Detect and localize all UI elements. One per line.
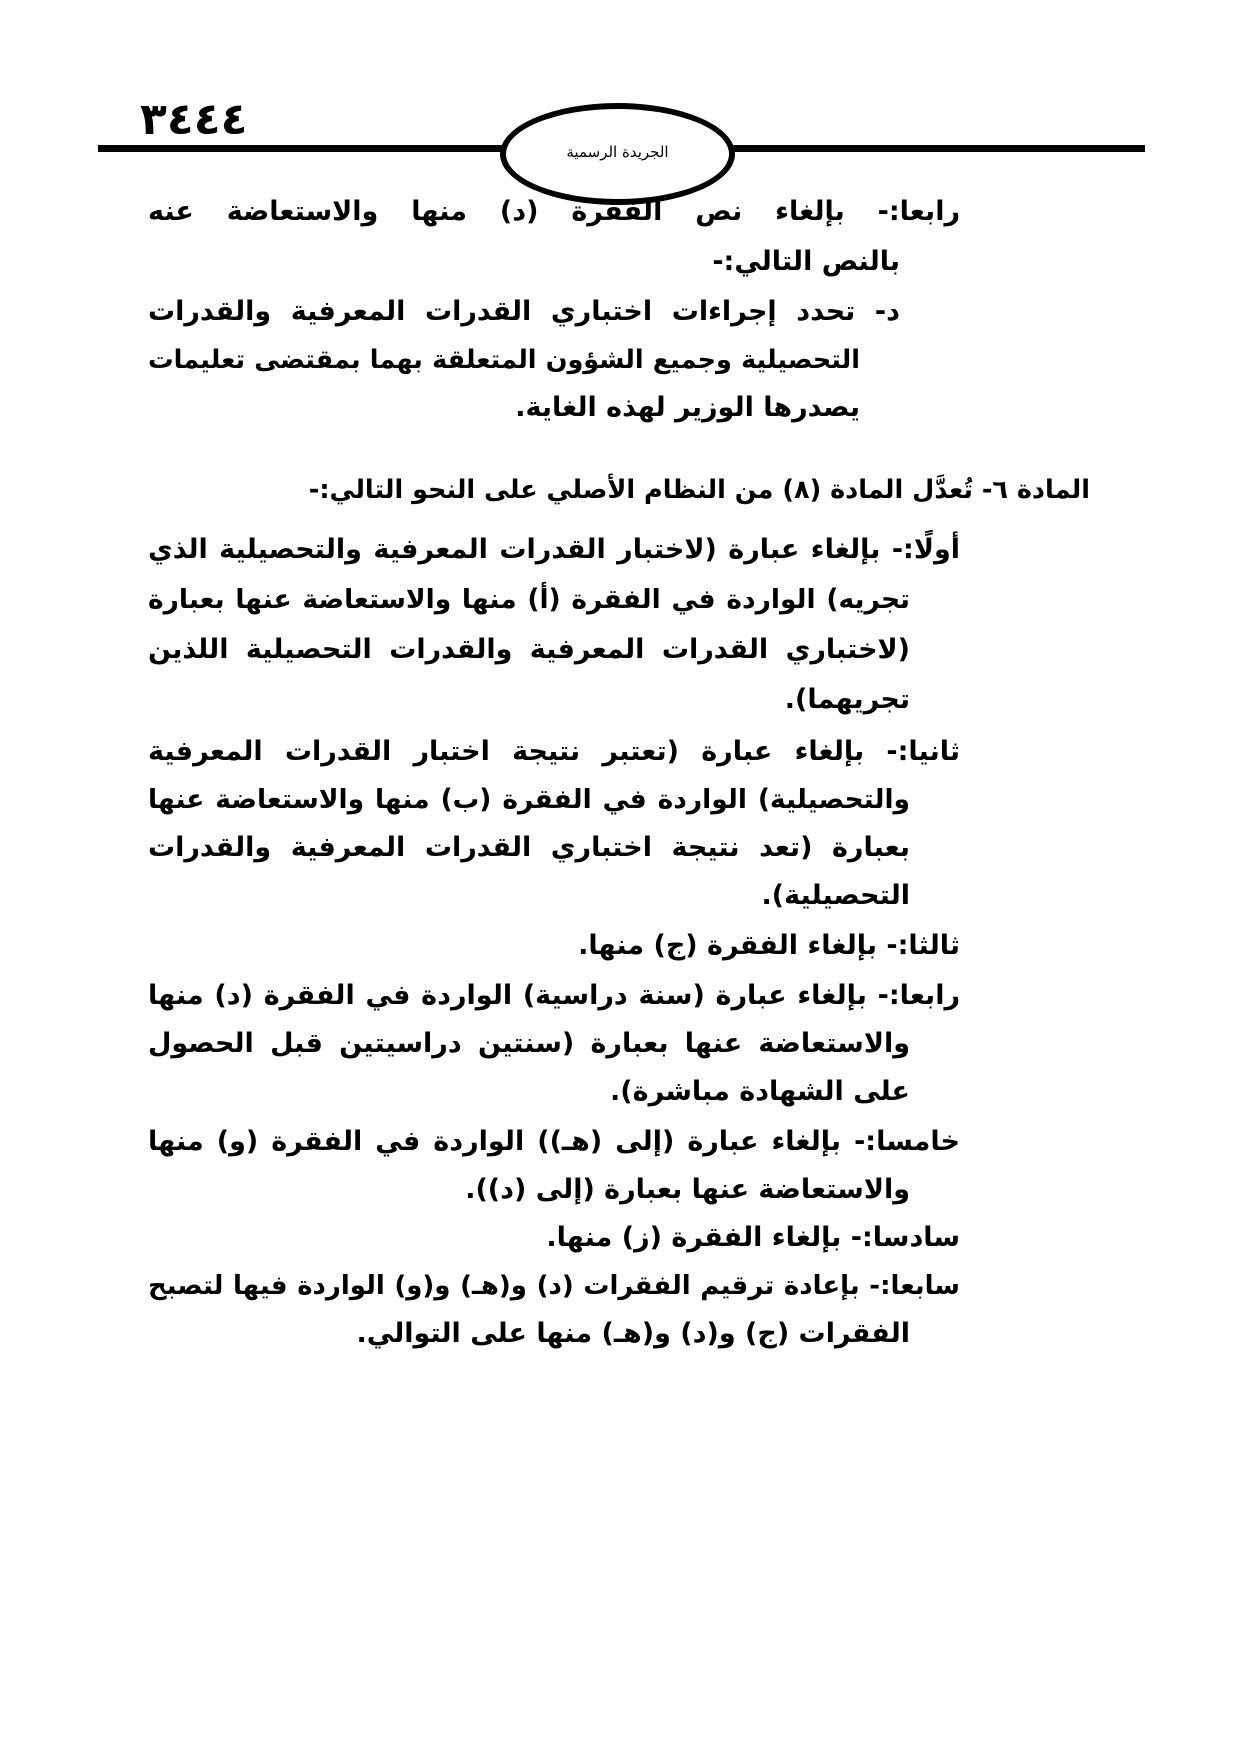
text-line: والاستعاضة عنها بعبارة (سنتين دراسيتين قبل الحصول — [148, 1028, 910, 1059]
text-line: بالنص التالي:- — [712, 246, 900, 277]
text-line: على الشهادة مباشرة). — [610, 1076, 910, 1107]
text-line: والاستعاضة عنها بعبارة (إلى (د)). — [465, 1174, 910, 1205]
text-line: والتحصيلية) الواردة في الفقرة (ب) منها والاستعاضة عنها — [148, 784, 910, 815]
gazette-title: الجريدة الرسمية — [566, 143, 669, 161]
text-line: رابعا:- بإلغاء نص الفقرة (د) منها والاستعاضة عنه — [148, 196, 960, 227]
text-line: سابعا:- بإعادة ترقيم الفقرات (د) و(هـ) و(و) الواردة فيها لتصبح — [148, 1271, 960, 1301]
text-line: تجريه) الواردة في الفقرة (أ) منها والاستعاضة عنها بعبارة — [148, 584, 910, 615]
amendment-item-sixth: سادسا:- بإلغاء الفقرة (ز) منها. — [546, 1222, 960, 1253]
text-line: د- تحدد إجراءات اختباري القدرات المعرفية والقدرات — [148, 296, 900, 327]
text-line: (لاختباري القدرات المعرفية والقدرات التحصيلية اللذين — [148, 634, 910, 665]
text-line: أولًا:- بإلغاء عبارة (لاختبار القدرات المعرفية والتحصيلية الذي — [148, 534, 960, 565]
text-line: تجريهما). — [784, 684, 910, 715]
text-line: التحصيلية). — [761, 880, 910, 911]
text-line: بعبارة (تعد نتيجة اختباري القدرات المعرفية والقدرات — [148, 832, 910, 863]
article-heading: المادة ٦- تُعدَّل المادة (٨) من النظام الأصلي على النحو التالي:- — [308, 475, 1090, 505]
text-line: رابعا:- بإلغاء عبارة (سنة دراسية) الواردة في الفقرة (د) منها — [148, 980, 960, 1011]
text-line: خامسا:- بإلغاء عبارة (إلى (هـ)) الواردة في الفقرة (و) منها — [148, 1126, 960, 1157]
gazette-title-ellipse — [500, 103, 735, 205]
text-line: الفقرات (ج) و(د) و(هـ) منها على التوالي. — [356, 1318, 910, 1349]
page-number: ٣٤٤٤ — [140, 94, 248, 145]
text-line: ثانيا:- بإلغاء عبارة (تعتبر نتيجة اختبار القدرات المعرفية — [148, 736, 960, 767]
text-line: يصدرها الوزير لهذه الغاية. — [515, 392, 860, 423]
amendment-item-third: ثالثا:- بإلغاء الفقرة (ج) منها. — [578, 930, 960, 961]
text-line: التحصيلية وجميع الشؤون المتعلقة بهما بمقتضى تعليمات — [148, 345, 860, 375]
